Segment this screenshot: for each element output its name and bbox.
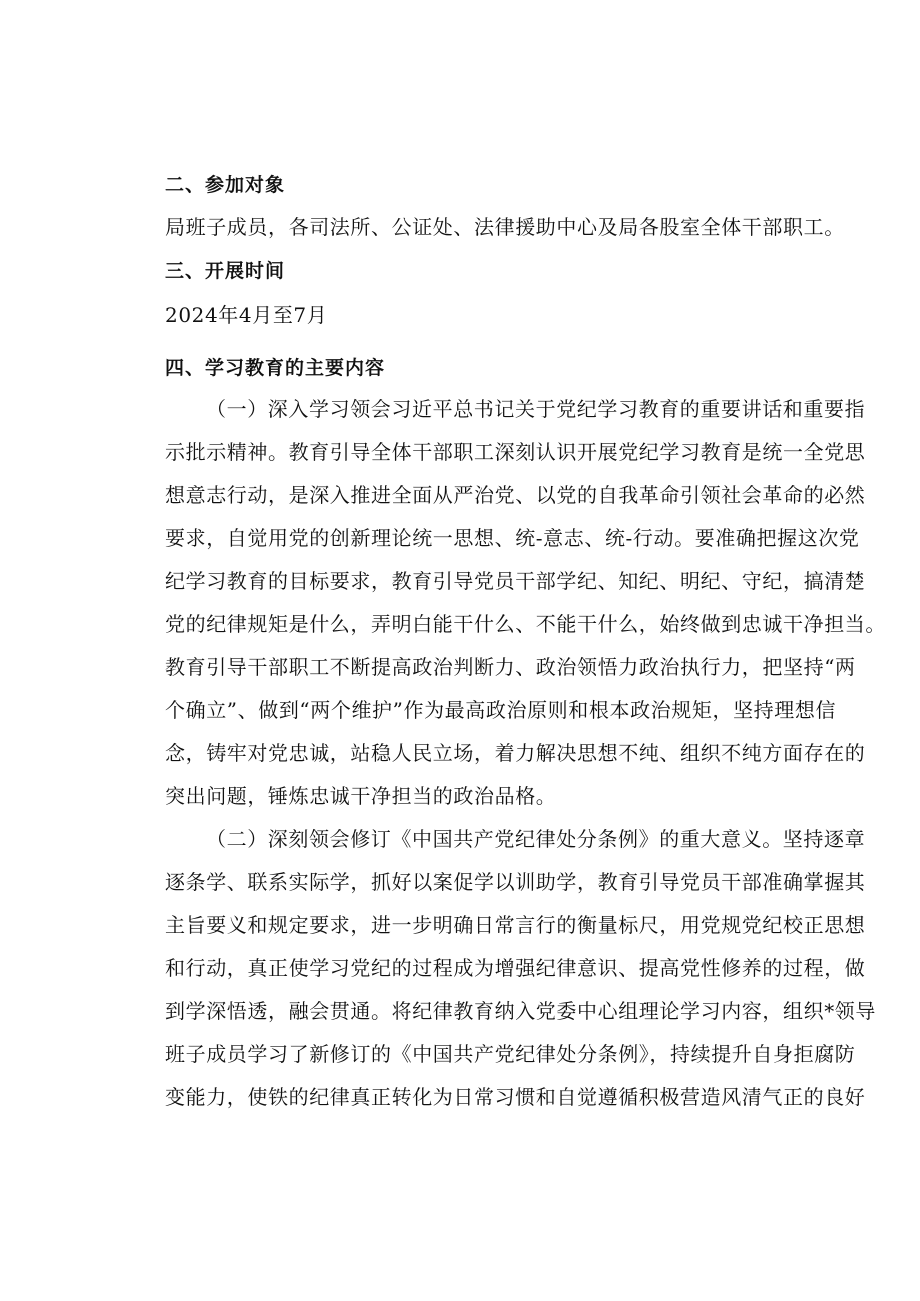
paragraph-line: （一）深入学习领会习近平总书记关于党纪学习教育的重要讲话和重要指 <box>206 397 866 421</box>
paragraph-line: 教育引导干部职工不断提高政治判断力、政治领悟力政治执行力，把坚持“两 <box>165 655 856 679</box>
paragraph-line: 主旨要义和规定要求，进一步明确日常言行的衡量标尺，用党规党纪校正思想 <box>165 913 866 937</box>
section-heading-time: 三、开展时间 <box>165 260 286 282</box>
paragraph-line: 逐条学、联系实际学，抓好以案促学以训助学，教育引导党员干部准确掌握其 <box>165 870 866 894</box>
paragraph-line: 党的纪律规矩是什么，弄明白能干什么、不能干什么，始终做到忠诚干净担当。 <box>165 612 886 636</box>
paragraph-line: 到学深悟透，融会贯通。将纪律教育纳入党委中心组理论学习内容，组织*领导 <box>165 999 876 1023</box>
participants-text: 局班子成员，各司法所、公证处、法律援助中心及局各股室全体干部职工。 <box>165 215 845 239</box>
paragraph-line: 变能力，使铁的纪律真正转化为日常习惯和自觉遵循积极营造风清气正的良好 <box>165 1085 866 1109</box>
paragraph-line: 念，铸牢对党忠诚，站稳人民立场，着力解决思想不纯、组织不纯方面存在的 <box>165 741 866 765</box>
paragraph-line: 示批示精神。教育引导全体干部职工深刻认识开展党纪学习教育是统一全党思 <box>165 440 866 464</box>
section-heading-content: 四、学习教育的主要内容 <box>165 357 386 379</box>
paragraph-line: 班子成员学习了新修订的《中国共产党纪律处分条例》，持续提升自身拒腐防 <box>165 1042 856 1066</box>
paragraph-line: 想意志行动，是深入推进全面从严治党、以党的自我革命引领社会革命的必然 <box>165 483 866 507</box>
time-text: 2024年4月至7月 <box>165 303 328 327</box>
paragraph-line: 纪学习教育的目标要求，教育引导党员干部学纪、知纪、明纪、守纪，搞清楚 <box>165 569 866 593</box>
paragraph-line: 个确立”、做到“两个维护”作为最高政治原则和根本政治规矩，坚持理想信 <box>165 698 837 722</box>
paragraph-line: 突出问题，锤炼忠诚干净担当的政治品格。 <box>165 784 557 808</box>
paragraph-line: 要求，自觉用党的创新理论统一思想、统-意志、统-行动。要准确把握这次党 <box>165 526 860 550</box>
paragraph-line: （二）深刻领会修订《中国共产党纪律处分条例》的重大意义。坚持逐章 <box>206 827 866 851</box>
section-heading-participants: 二、参加对象 <box>165 174 286 196</box>
paragraph-line: 和行动，真正使学习党纪的过程成为增强纪律意识、提高党性修养的过程，做 <box>165 956 866 980</box>
